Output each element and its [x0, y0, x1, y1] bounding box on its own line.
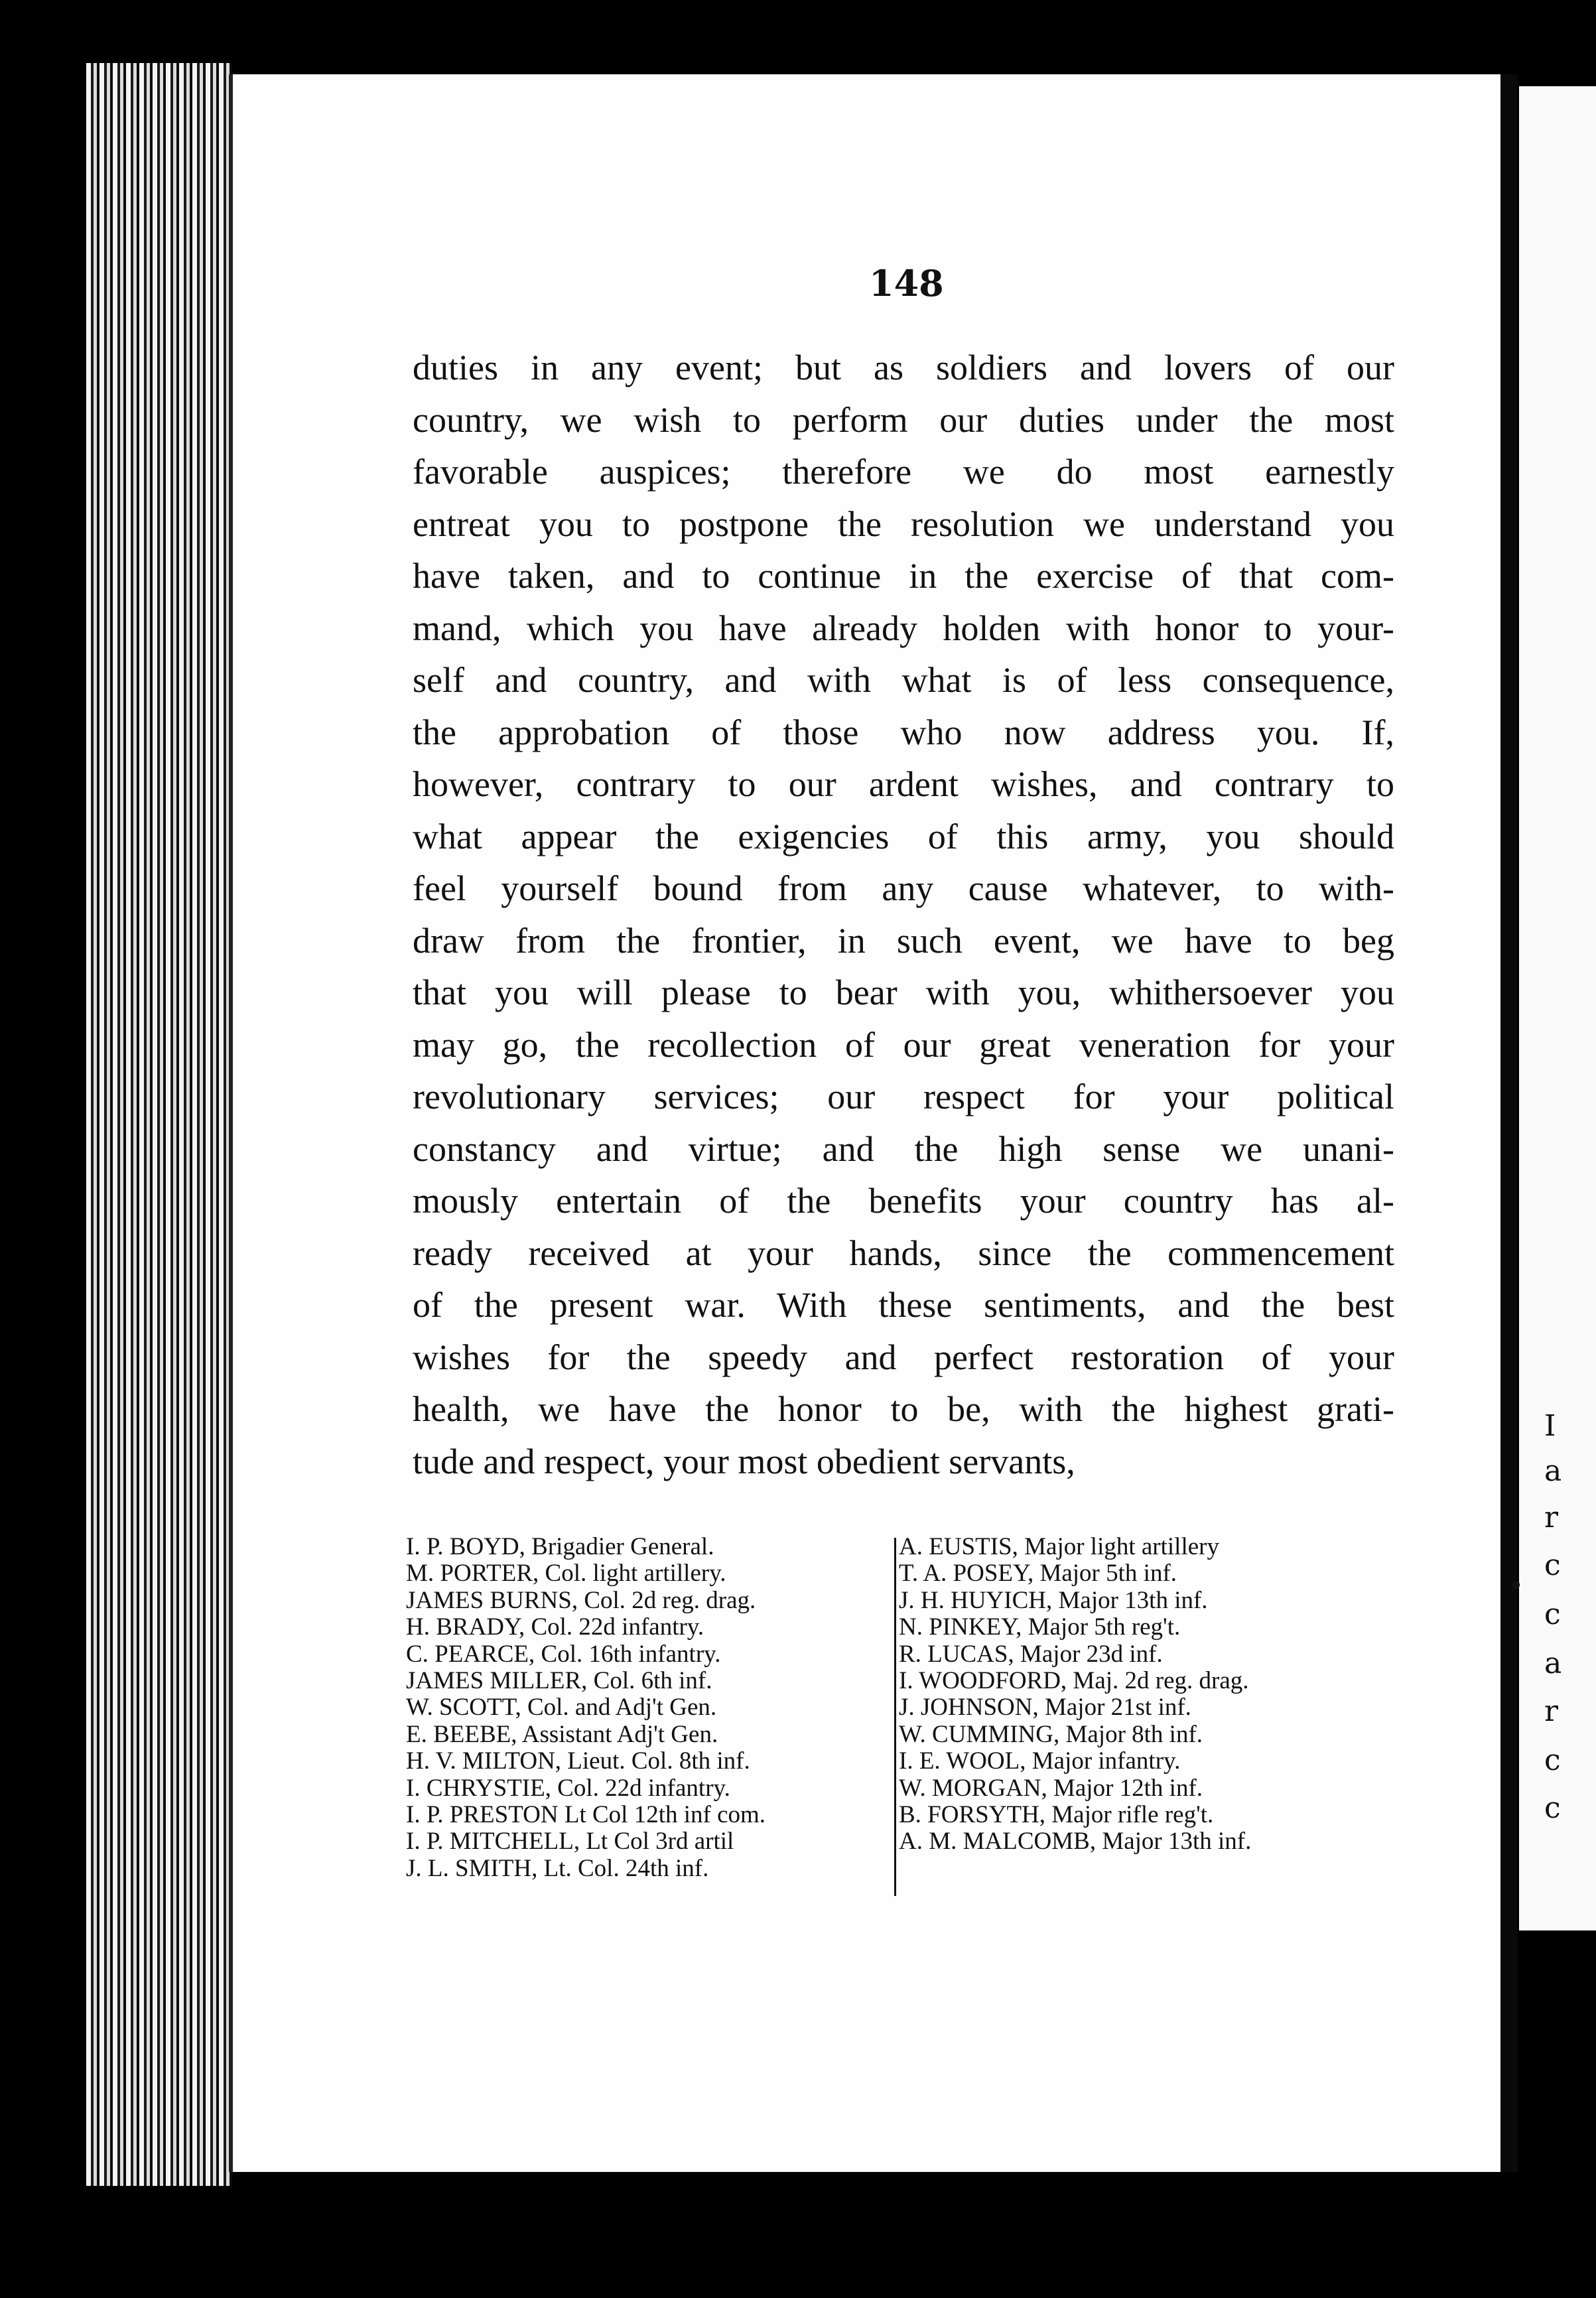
- facing-page-fragment: c: [1544, 1548, 1561, 1582]
- signature-entry: W. MORGAN, Major 12th inf.: [899, 1774, 1203, 1802]
- signature-entry: I. CHRYSTIE, Col. 22d infantry.: [406, 1774, 730, 1802]
- signature-entry: E. BEEBE, Assistant Adj't Gen.: [406, 1720, 718, 1748]
- signature-entry: I. P. MITCHELL, Lt Col 3rd artil: [406, 1828, 734, 1856]
- page-number: 148: [869, 262, 944, 304]
- text-line: that you will please to bear with you, whithersoever you: [413, 973, 1394, 1012]
- signature-entry: H. V. MILTON, Lieut. Col. 8th inf.: [406, 1747, 750, 1775]
- body-text: [413, 342, 1394, 1487]
- page-edges: [86, 63, 232, 2186]
- signature-entry: B. FORSYTH, Major rifle reg't.: [899, 1800, 1214, 1828]
- text-line: ready received at your hands, since the commencement: [413, 1233, 1394, 1273]
- signature-entry: T. A. POSEY, Major 5th inf.: [899, 1560, 1177, 1588]
- signature-entry: H. BRADY, Col. 22d infantry.: [406, 1613, 704, 1641]
- text-line: of the present war. With these sentiments, and the best: [413, 1285, 1394, 1325]
- signature-entry: A. M. MALCOMB, Major 13th inf.: [899, 1828, 1252, 1856]
- signature-entry: M. PORTER, Col. light artillery.: [406, 1560, 726, 1588]
- facing-page: [1519, 86, 1596, 1930]
- facing-page-fragment: a: [1544, 1454, 1562, 1488]
- text-line: country, we wish to perform our duties under the most: [413, 399, 1394, 440]
- signature-entry: N. PINKEY, Major 5th reg't.: [899, 1613, 1181, 1641]
- text-line: favorable auspices; therefore we do most earnestly: [413, 452, 1394, 492]
- signature-entry: R. LUCAS, Major 23d inf.: [899, 1640, 1163, 1668]
- signature-entry: I. P. PRESTON Lt Col 12th inf com.: [406, 1800, 766, 1828]
- signature-entry: JAMES MILLER, Col. 6th inf.: [406, 1666, 712, 1694]
- facing-page-fragment: c: [1544, 1597, 1561, 1631]
- text-line: however, contrary to our ardent wishes, and contrary to: [413, 764, 1394, 804]
- facing-page-fragment: c: [1544, 1791, 1561, 1825]
- signature-entry: J. L. SMITH, Lt. Col. 24th inf.: [406, 1854, 709, 1882]
- text-line: mously entertain of the benefits your country has al-: [413, 1181, 1394, 1221]
- signature-entry: W. SCOTT, Col. and Adj't Gen.: [406, 1694, 717, 1722]
- text-line: duties in any event; but as soldiers and lovers of our: [413, 348, 1394, 387]
- text-line: the approbation of those who now address you. If,: [413, 712, 1394, 752]
- text-line: wishes for the speedy and perfect restoration of your: [413, 1337, 1394, 1377]
- facing-page-fragment: c: [1544, 1743, 1561, 1777]
- column-divider: [894, 1538, 896, 1896]
- facing-page-fragment: I: [1544, 1409, 1556, 1443]
- text-line: have taken, and to continue in the exercise of that com-: [413, 556, 1394, 596]
- text-line: tude and respect, your most obedient servants,: [413, 1441, 1075, 1481]
- signature-entry: C. PEARCE, Col. 16th infantry.: [406, 1640, 721, 1668]
- facing-page-fragment: r: [1544, 1694, 1559, 1728]
- text-line: what appear the exigencies of this army, you should: [413, 816, 1394, 856]
- text-line: may go, the recollection of our great veneration for your: [413, 1024, 1394, 1065]
- text-line: constancy and virtue; and the high sense we unani-: [413, 1128, 1394, 1169]
- signature-entry: I. E. WOOL, Major infantry.: [899, 1747, 1181, 1775]
- text-line: mand, which you have already holden with honor to your-: [413, 608, 1394, 648]
- text-line: self and country, and with what is of less consequence,: [413, 660, 1394, 700]
- signature-entry: W. CUMMING, Major 8th inf.: [899, 1720, 1203, 1748]
- signature-entry: J. JOHNSON, Major 21st inf.: [899, 1694, 1191, 1722]
- signature-entry: A. EUSTIS, Major light artillery: [899, 1533, 1219, 1560]
- text-line: entreat you to postpone the resolution we understand you: [413, 504, 1394, 544]
- facing-page-fragment: a: [1544, 1647, 1562, 1680]
- signature-list: [398, 1534, 1400, 1905]
- signature-entry: I. WOODFORD, Maj. 2d reg. drag.: [899, 1666, 1249, 1694]
- signature-entry: I. P. BOYD, Brigadier General.: [406, 1533, 714, 1560]
- facing-page-fragment: r: [1544, 1501, 1559, 1534]
- signature-entry: JAMES BURNS, Col. 2d reg. drag.: [406, 1586, 756, 1614]
- signature-column-left: [406, 1534, 890, 1882]
- page-gutter: [1500, 74, 1518, 2172]
- signature-entry: J. H. HUYICH, Major 13th inf.: [899, 1586, 1208, 1614]
- text-line: health, we have the honor to be, with the highest grati-: [413, 1389, 1394, 1429]
- signature-column-right: [899, 1534, 1403, 1856]
- text-line: revolutionary services; our respect for your political: [413, 1077, 1394, 1116]
- ink-speck: [1512, 1581, 1520, 1589]
- text-line: draw from the frontier, in such event, we have to beg: [413, 920, 1394, 961]
- text-line: feel yourself bound from any cause whatever, to with-: [413, 868, 1394, 908]
